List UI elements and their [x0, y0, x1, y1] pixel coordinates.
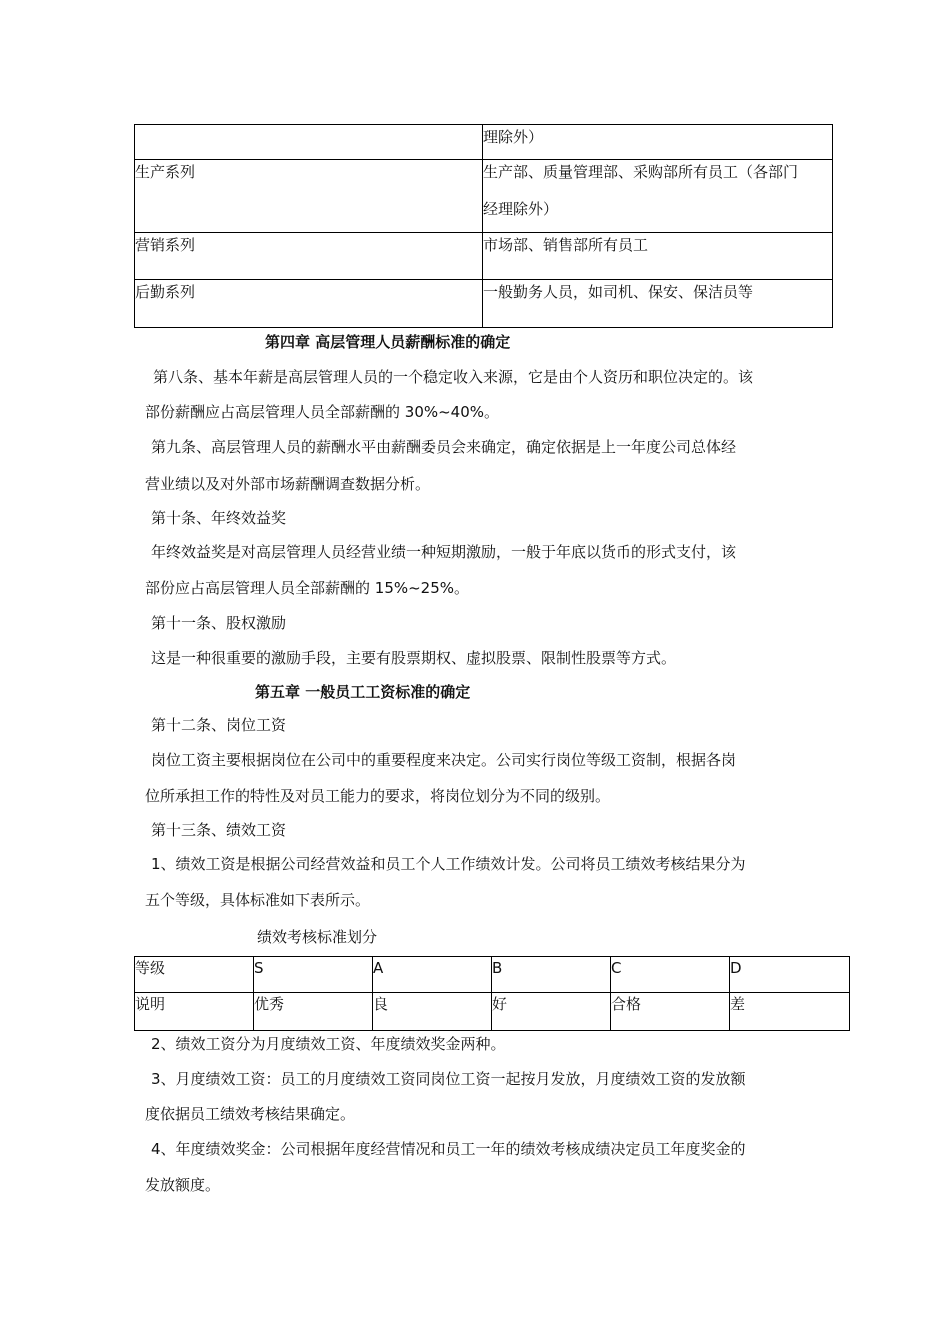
- article11-line1: 这是一种很重要的激励手段，主要有股票期权、虚拟股票、限制性股票等方式。: [151, 649, 677, 667]
- employee-system-table: [134, 124, 833, 328]
- table-cell: [135, 280, 483, 328]
- article13-title: 第十三条、绩效工资: [151, 821, 287, 839]
- article11-title: 第十一条、股权激励: [151, 614, 287, 632]
- grade-cell: A: [373, 957, 492, 993]
- paragraph1-line2: 五个等级，具体标准如下表所示。: [145, 891, 371, 909]
- grade-cell: 好: [492, 993, 611, 1031]
- chapter4-title: 第四章 高层管理人员薪酬标准的确定: [265, 333, 511, 351]
- table-cell: [135, 233, 483, 280]
- table-cell: [483, 280, 833, 328]
- table-row: [135, 160, 833, 233]
- table-cell: [483, 125, 833, 160]
- cell-text: 营销系列: [135, 236, 196, 254]
- article9-line1: 第九条、高层管理人员的薪酬水平由薪酬委员会来确定，确定依据是上一年度公司总体经: [151, 438, 737, 456]
- article8-line1: 第八条、基本年薪是高层管理人员的一个稳定收入来源，它是由个人资历和职位决定的。该: [153, 368, 754, 386]
- grade-cell: 差: [730, 993, 850, 1031]
- paragraph1-line1: 1、绩效工资是根据公司经营效益和员工个人工作绩效计发。公司将员工绩效考核结果分为: [151, 855, 746, 873]
- paragraph4-line1: 4、年度绩效奖金：公司根据年度经营情况和员工一年的绩效考核成绩决定员工年度奖金的: [151, 1140, 746, 1158]
- grade-cell: S: [254, 957, 373, 993]
- paragraph4-line2: 发放额度。: [145, 1176, 221, 1194]
- chapter5-title: 第五章 一般员工工资标准的确定: [255, 683, 471, 701]
- table-cell: [135, 160, 483, 233]
- table-row: [135, 280, 833, 328]
- cell-text: 经理除外）: [483, 200, 559, 218]
- grade-table: [134, 956, 850, 1031]
- table-row: [135, 957, 850, 993]
- paragraph2: 2、绩效工资分为月度绩效工资、年度绩效奖金两种。: [151, 1035, 506, 1053]
- grade-cell: 优秀: [254, 993, 373, 1031]
- table-caption: 绩效考核标准划分: [257, 928, 378, 946]
- cell-text: 市场部、销售部所有员工: [483, 236, 649, 254]
- grade-cell: 合格: [611, 993, 730, 1031]
- grade-cell: 说明: [135, 993, 254, 1031]
- grade-cell: 等级: [135, 957, 254, 993]
- article8-line2: 部份薪酬应占高层管理人员全部薪酬的 30%~40%。: [145, 403, 500, 421]
- grade-cell: B: [492, 957, 611, 993]
- article12-line1: 岗位工资主要根据岗位在公司中的重要程度来决定。公司实行岗位等级工资制，根据各岗: [151, 751, 737, 769]
- article10-title: 第十条、年终效益奖: [151, 509, 287, 527]
- cell-text: 理除外）: [483, 128, 544, 146]
- cell-text: 生产部、质量管理部、采购部所有员工（各部门: [483, 163, 799, 181]
- grade-cell: 良: [373, 993, 492, 1031]
- grade-cell: D: [730, 957, 850, 993]
- table-row: [135, 993, 850, 1031]
- paragraph3-line2: 度依据员工绩效考核结果确定。: [145, 1105, 356, 1123]
- article10-line2: 部份应占高层管理人员全部薪酬的 15%~25%。: [145, 579, 470, 597]
- table-cell: [483, 160, 833, 233]
- article12-title: 第十二条、岗位工资: [151, 716, 287, 734]
- cell-text: 生产系列: [135, 163, 196, 181]
- table-cell: [135, 125, 483, 160]
- article9-line2: 营业绩以及对外部市场薪酬调查数据分析。: [145, 475, 431, 493]
- table-cell: [483, 233, 833, 280]
- table-row: [135, 125, 833, 160]
- article12-line2: 位所承担工作的特性及对员工能力的要求，将岗位划分为不同的级别。: [145, 787, 611, 805]
- article10-line1: 年终效益奖是对高层管理人员经营业绩一种短期激励，一般于年底以货币的形式支付，该: [151, 543, 737, 561]
- paragraph3-line1: 3、月度绩效工资：员工的月度绩效工资同岗位工资一起按月发放，月度绩效工资的发放额: [151, 1070, 746, 1088]
- cell-text: 一般勤务人员，如司机、保安、保洁员等: [483, 283, 754, 301]
- grade-cell: C: [611, 957, 730, 993]
- table-row: [135, 233, 833, 280]
- cell-text: 后勤系列: [135, 283, 196, 301]
